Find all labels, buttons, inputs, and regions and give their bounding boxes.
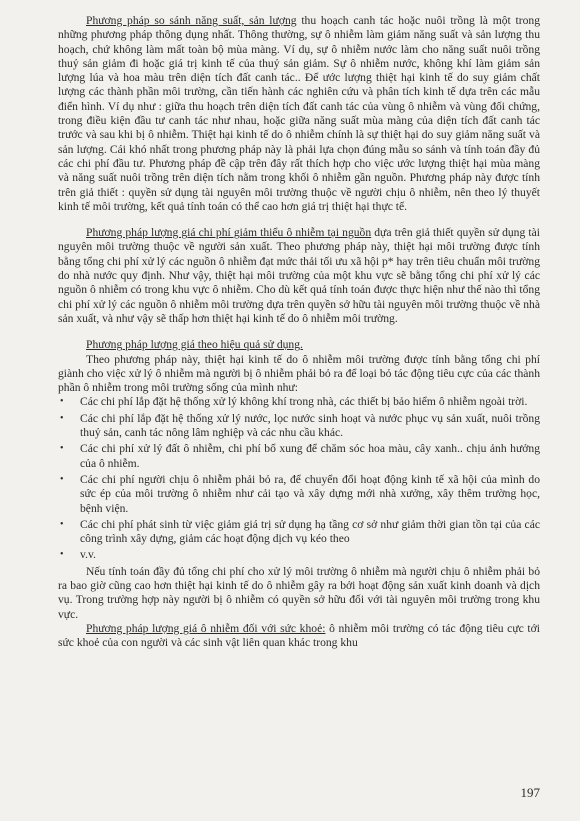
list-item: • Các chi phí xử lý đất ô nhiễm, chi phí bổ xung để chăm sóc hoa màu, cây xanh.. chịu ảnh hưởng của ô nhiễm.	[60, 442, 540, 470]
cost-list	[58, 395, 540, 562]
list-item: • Các chi phí người chịu ô nhiễm phải bỏ ra, để chuyển đổi hoạt động kinh tế xã hội của mình do sức ép của môi trường ô nhiễm như cải tạo và xây dựng mới nhà xưởng, xây thêm trường học, bệnh viện.	[60, 472, 540, 515]
heading-comparison-method: Phương pháp so sánh năng suất, sản lượng	[86, 14, 297, 27]
paragraph-effectiveness-conclusion: Nếu tính toán đầy đủ tổng chi phí cho xử lý môi trường ô nhiễm mà người chịu ô nhiễm phải bỏ ra bao giờ cũng cao hơn thiệt hại kinh tế do ô nhiễm gây ra bởi hoạt động sản xuất kinh doanh và dịch vụ. Trong trường hợp này người bị ô nhiễm có quyền sở hữu đối với tài nguyên môi trường trong khu vực.	[58, 564, 540, 621]
paragraph-comparison-method	[58, 14, 540, 214]
list-item: • v.v.	[60, 548, 96, 562]
bullet-icon: •	[60, 518, 64, 530]
text-health-method: ô nhiễm môi trường có tác động tiêu cực tới sức khoẻ của con người và các sinh vật liên quan khác trong khu	[58, 621, 540, 650]
intro-effectiveness-method: Theo phương pháp này, thiệt hại kinh tế do ô nhiễm môi trường được tính bằng tổng chi phí giành cho việc xử lý ô nhiễm mà người bị ô nhiễm phải bỏ ra để loại bỏ tác động tiêu cực của các thành phần ô nhiễm trong môi trường sống của mình như:	[58, 352, 540, 395]
heading-health-method: Phương pháp lượng giá ô nhiễm đối với sức khoẻ:	[86, 621, 326, 635]
heading-abatement-cost-method: Phương pháp lượng giá chi phí giảm thiểu ô nhiễm tại nguồn	[86, 226, 372, 240]
page-number: 197	[520, 785, 540, 800]
bullet-icon: •	[60, 549, 64, 561]
paragraph-health-method	[58, 622, 540, 651]
bullet-icon: •	[60, 443, 64, 455]
list-item: • Các chi phí lắp đặt hệ thống xử lý nước, lọc nước sinh hoạt và nước phục vụ sản xuất, nuôi trồng thuỷ sản, canh tác nông lâm nghiệp và các nhu cầu khác.	[60, 411, 540, 440]
bullet-icon: •	[60, 396, 64, 408]
paragraph-abatement-cost-method	[58, 226, 540, 326]
text-abatement-cost-method: dựa trên giả thiết quyền sử dụng tài nguyên môi trường thuộc về người sản xuất. Theo phương pháp này, thiệt hại môi trường được tính bằng tổng chi phí xử lý các nguồn ô nhiễm đạt mức thải tối ưu xã hội p* hay trên tiêu chuẩn môi trường do nhà nước quy định. Như vậy, thiệt hại môi trường của một khu vực sẽ bằng tổng chi phí xử lý các nguồn ô nhiễm có trong khu vực ô nhiễm. Cho dù kết quả tính toán được thực hiện như thế nào thì tổng chi phí xử lý các nguồn ô nhiễm môi trường dựa trên quyền sở hữu tài nguyên môi trường thuộc về nhà sản xuất, và như vậy sẽ thấp hơn thiệt hại kinh tế do ô nhiễm môi trường.	[58, 226, 540, 325]
heading-effectiveness-method: Phương pháp lượng giá theo hiệu quả sử dụng.	[86, 338, 303, 352]
bullet-icon: •	[60, 412, 64, 424]
list-item: • Các chi phí lắp đặt hệ thống xử lý không khí trong nhà, các thiết bị bảo hiểm ô nhiễm ngoài trời.	[60, 395, 528, 409]
text-comparison-method: thu hoạch canh tác hoặc nuôi trồng là một trong những phương pháp thông dụng nhất. Thông thường, sự ô nhiễm làm giảm năng suất và sản lượng thu hoạch, chứ không làm mất toàn bộ mùa màng. Ví dụ, sự ô nhiễm nước làm cho năng suất nuôi trồng thuỷ sản giảm đi hoặc giá trị kinh tế của thuỷ sản giảm. Sự ô nhiễm nước, không khí làm giảm sản lượng lúa và hoa màu trên diện tích đất canh tác.. Để ước lượng thiệt hại kinh tế do suy giảm chất lượng các thành phần môi trường, cần tiến hành các nghiên cứu và phân tích kinh tế dựa trên các mẫu điển hình. Ví dụ như : giữa thu hoạch trên diện tích đất canh tác của vùng ô nhiễm và vùng đối chứng, trong điều kiện đầu tư canh tác như nhau, hoặc giữa năng suất mùa màng của diện tích đất canh tác trước và sau khi bị ô nhiễm. Thiệt hại kinh tế do ô nhiễm chính là sự thiệt hại do suy giảm năng suất và sản lượng. Cái khó nhất trong phương pháp này là phải lựa chọn đúng mẫu so sánh và tính toán đầy đủ các chi phí đầu tư. Phương pháp đề cập trên đây rất thích hợp cho việc ước lượng thiệt hại mùa màng và năng suất nuôi trồng trên diện tích nằm trong khối ô nhiễm gần nguồn. Phương pháp này được tính trên giả thiết : quyền sử dụng tài nguyên môi trường thuộc về người chịu ô nhiễm, nên theo lý thuyết kinh tế môi trường, kết quả tính toán có thể cao hơn giá trị thiệt hại thực tế.	[58, 14, 540, 213]
bullet-icon: •	[60, 473, 64, 485]
list-item: • Các chi phí phát sinh từ việc giảm giá trị sử dụng hạ tầng cơ sở như giảm thời gian tồn tại của các công trình xây dựng, giảm các hoạt động dịch vụ kéo theo	[60, 517, 540, 546]
